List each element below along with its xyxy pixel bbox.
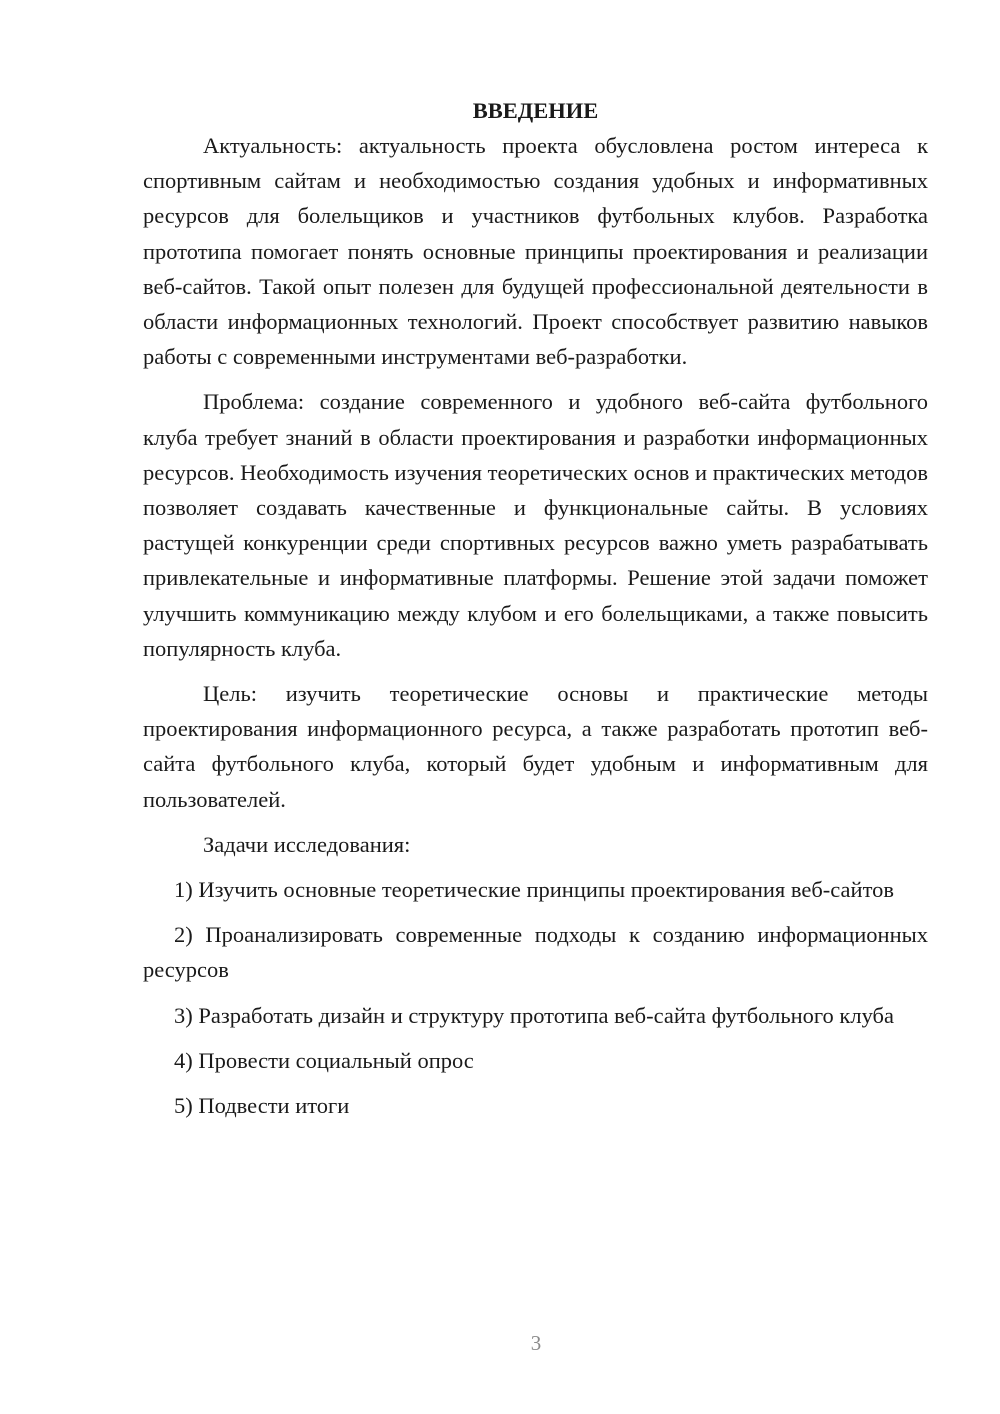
paragraph-goal: Цель: изучить теоретические основы и практические методы проектирования информационного ресурса, а также разработать прототип веб-сайта футбольного клуба, который будет удобным и информативным для пользователей. — [143, 681, 928, 812]
paragraph-problem: Проблема: создание современного и удобного веб-сайта футбольного клуба требует знаний в области проектирования и разработки информационных ресурсов. Необходимость изучения теоретических основ и практических методов позволяет создавать качественные и функциональные сайты. В условиях растущей конкуренции среди спортивных ресурсов важно уметь разрабатывать привлекательные и информативные платформы. Решение этой задачи поможет улучшить коммуникацию между клубом и его болельщиками, а также повысить популярность клуба. — [143, 389, 928, 661]
page-number: 3 — [530, 1331, 542, 1355]
task-item: 3) Разработать дизайн и структуру прототипа веб-сайта футбольного клуба — [174, 1002, 894, 1028]
task-item: 5) Подвести итоги — [174, 1093, 350, 1119]
section-heading: ВВЕДЕНИЕ — [472, 98, 599, 123]
document-page — [143, 93, 928, 1123]
task-item: 1) Изучить основные теоретические принципы проектирования веб-сайтов — [174, 877, 894, 903]
task-item: 2) Проанализировать современные подходы к созданию информационных ресурсов — [143, 922, 928, 983]
tasks-title: Задачи исследования: — [203, 831, 411, 857]
paragraph-relevance: Актуальность: актуальность проекта обусловлена ростом интереса к спортивным сайтам и необходимостью создания удобных и информативных ресурсов для болельщиков и участников футбольных клубов. Разработка прототипа помогает понять основные принципы проектирования и реализации веб-сайтов. Такой опыт полезен для будущей профессиональной деятельности в области информационных технологий. Проект способствует развитию навыков работы с современными инструментами веб-разработки. — [143, 133, 928, 370]
task-item: 4) Провести социальный опрос — [174, 1047, 474, 1073]
